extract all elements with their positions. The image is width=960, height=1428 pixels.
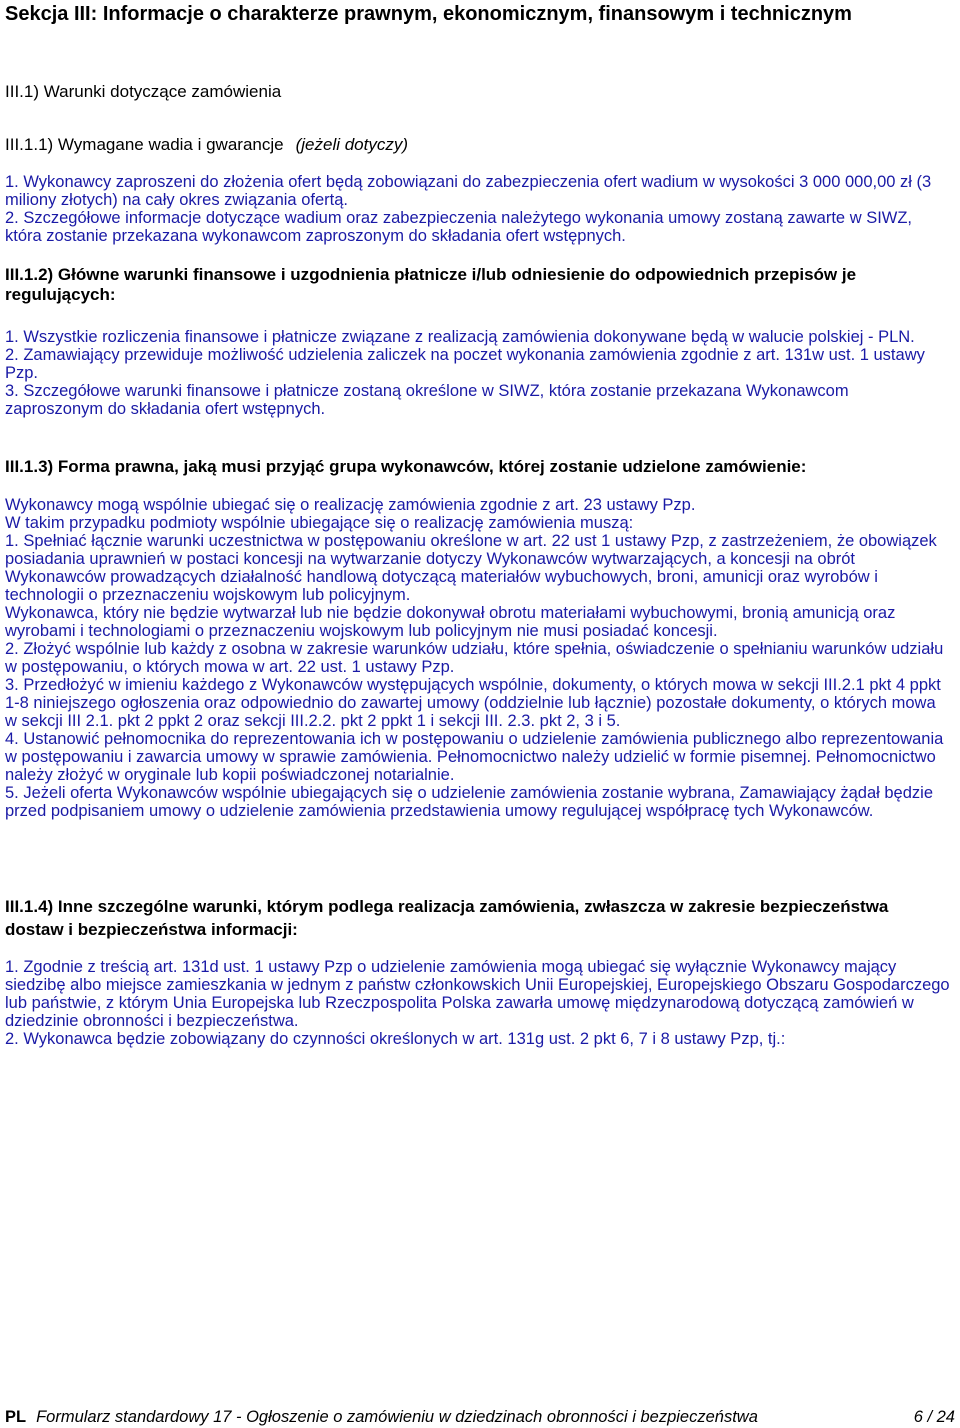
paragraph: 3. Przedłożyć w imieniu każdego z Wykonawców występujących wspólnie, dokumenty, o których mowa w sekcji III.2.1 pkt 4 ppkt 1-8 niniejszego ogłoszenia oraz odpowiednio do zawartej umowy (oddzielnie lub łącznie) pozostałe dokumenty, o których mowa w sekcji III 2.1. pkt 2 ppkt 2 oraz sekcji III.2.2. pkt 2 ppkt 1 i sekcji III. 2.3. pkt 2, 3 i 5. [5,676,941,730]
paragraph: 2. Szczegółowe informacje dotyczące wadium oraz zabezpieczenia należytego wykonania umowy zostaną zawarte w SIWZ, która zostanie przekazana wykonawcom zaproszonym do składania ofert wstępnych. [5,209,913,245]
section-iii-1-3-body [5,496,951,820]
heading-iii-1-2: III.1.2) Główne warunki finansowe i uzgodnienia płatnicze i/lub odniesienie do odpowiednich przepisów je regulujących: [5,265,857,304]
section-iii-1-4-body [5,958,951,1048]
paragraph: 2. Złożyć wspólnie lub każdy z osobna w zakresie warunków udziału, które spełnia, oświadczenie o spełnianiu warunków udziału w postępowaniu, o których mowa w art. 22 ust. 1 ustawy Pzp. [5,640,944,676]
heading-iii-1-1-note: (jeżeli dotyczy) [295,135,409,154]
paragraph: 5. Jeżeli oferta Wykonawców wspólnie ubiegających się o udzielenie zamówienia zostanie wybrana, Zamawiający żądał będzie przed podpisaniem umowy o udzielenie zamówienia przedstawienia umowy regulującej współpracę tych Wykonawców. [5,784,934,820]
paragraph: 3. Szczegółowe warunki finansowe i płatnicze zostaną określone w SIWZ, która zostanie przekazana Wykonawcom zaproszonym do składania ofert wstępnych. [5,382,849,418]
paragraph: 4. Ustanowić pełnomocnika do reprezentowania ich w postępowaniu o udzielenie zamówienia publicznego albo reprezentowania w postępowaniu i zawarcia umowy w sprawie zamówienia. Pełnomocnictwo należy udzielić w formie pisemnej. Pełnomocnictwo należy złożyć w oryginale lub kopii poświadczonej notarialnie. [5,730,944,784]
paragraph: 1. Spełniać łącznie warunki uczestnictwa w postępowaniu określone w art. 22 ust 1 ustawy Pzp, z zastrzeżeniem, że obowiązek posiadania uprawnień w postaci koncesji na wytwarzanie dotyczy Wykonawców wytwarzających, a koncesji na obrót Wykonawców prowadzących działalność handlową dotyczącą materiałów wybuchowych, broni, amunicji oraz wyrobów i technologii o przeznaczeniu wojskowym lub policyjnym. [5,532,937,604]
paragraph: 1. Wykonawcy zaproszeni do złożenia ofert będą zobowiązani do zabezpieczenia ofert wadium w wysokości 3 000 000,00 zł (3 miliony złotych) na cały okres związania ofertą. [5,173,932,209]
heading-iii-1: III.1) Warunki dotyczące zamówienia [5,82,282,101]
footer-form-title: Formularz standardowy 17 - Ogłoszenie o zamówieniu w dziedzinach obronności i bezpieczeństwa [36,1408,758,1426]
section-title: Sekcja III: Informacje o charakterze prawnym, ekonomicznym, finansowym i technicznym [5,3,852,25]
paragraph: 1. Zgodnie z treścią art. 131d ust. 1 ustawy Pzp o udzielenie zamówienia mogą ubiegać się wyłącznie Wykonawcy mający siedzibę albo miejsce zamieszkania w jednym z państw członkowskich Unii Europejskiej, Europejskiego Obszaru Gospodarczego lub państwie, z którym Unia Europejska lub Rzeczpospolita Polska zawarła umowę międzynarodową dotyczącą zamówień w dziedzinie obronności i bezpieczeństwa. [5,958,950,1030]
heading-iii-1-3: III.1.3) Forma prawna, jaką musi przyjąć grupa wykonawców, której zostanie udzielone zamówienie: [5,457,807,476]
heading-iii-1-1 [5,135,408,155]
heading-iii-1-4: III.1.4) Inne szczególne warunki, którym podlega realizacja zamówienia, zwłaszcza w zakresie bezpieczeństwa dostaw i bezpieczeństwa informacji: [5,897,889,939]
heading-iii-1-1-text: III.1.1) Wymagane wadia i gwarancje [5,135,284,154]
section-iii-1-1-body [5,173,951,245]
paragraph: 2. Zamawiający przewiduje możliwość udzielenia zaliczek na poczet wykonania zamówienia zgodnie z art. 131w ust. 1 ustawy Pzp. [5,346,925,382]
footer-language: PL [5,1408,27,1426]
page-footer [5,1407,955,1427]
section-iii-1-2-body [5,328,951,418]
paragraph: 2. Wykonawca będzie zobowiązany do czynności określonych w art. 131g ust. 2 pkt 6, 7 i 8 ustawy Pzp, tj.: [5,1030,786,1048]
footer-page-number: 6 / 24 [913,1408,955,1426]
paragraph: 1. Wszystkie rozliczenia finansowe i płatnicze związane z realizacją zamówienia dokonywane będą w walucie polskiej - PLN. [5,328,915,346]
paragraph: W takim przypadku podmioty wspólnie ubiegające się o realizację zamówienia muszą: [5,514,634,532]
paragraph: Wykonawca, który nie będzie wytwarzał lub nie będzie dokonywał obrotu materiałami wybuchowymi, bronią amunicją oraz wyrobami i technologiami o przeznaczeniu wojskowym lub policyjnym nie musi posiadać koncesji. [5,604,896,640]
paragraph: Wykonawcy mogą wspólnie ubiegać się o realizację zamówienia zgodnie z art. 23 ustawy Pzp. [5,496,696,514]
